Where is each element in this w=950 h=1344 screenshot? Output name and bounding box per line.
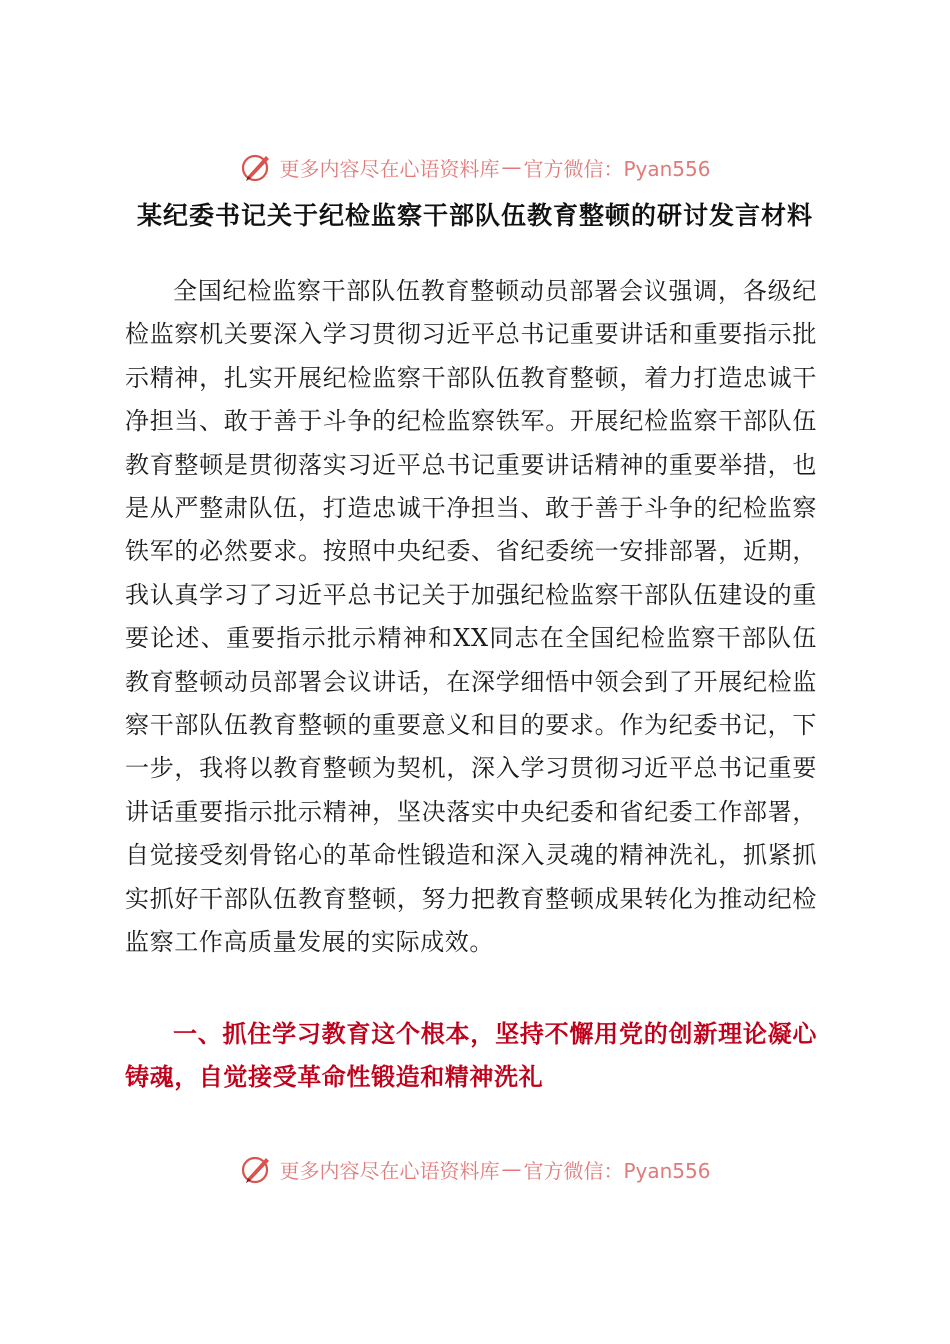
pen-logo-icon (239, 1152, 273, 1186)
watermark-text-a: 更多内容尽在心语资料库 (279, 156, 500, 181)
watermark-top (0, 150, 950, 184)
watermark-text-b: 官方微信：Pyan556 (523, 1158, 711, 1183)
watermark-text-b: 官方微信：Pyan556 (523, 156, 711, 181)
watermark-dash: — (501, 1157, 522, 1181)
watermark-dash: — (501, 155, 522, 179)
watermark-bottom (0, 1152, 950, 1186)
body-paragraph: 全国纪检监察干部队伍教育整顿动员部署会议强调，各级纪检监察机关要深入学习贯彻习近平总书记重要讲话和重要指示批示精神，扎实开展纪检监察干部队伍教育整顿，着力打造忠诚干净担当、敢于善于斗争的纪检监察铁军。开展纪检监察干部队伍教育整顿是贯彻落实习近平总书记重要讲话精神的重要举措，也是从严整肃队伍，打造忠诚干净担当、敢于善于斗争的纪检监察铁军的必然要求。按照中央纪委、省纪委统一安排部署，近期，我认真学习了习近平总书记关于加强纪检监察干部队伍建设的重要论述、重要指示批示精神和XX同志在全国纪检监察干部队伍教育整顿动员部署会议讲话，在深学细悟中领会到了开展纪检监察干部队伍教育整顿的重要意义和目的要求。作为纪委书记，下一步，我将以教育整顿为契机，深入学习贯彻习近平总书记重要讲话重要指示批示精神，坚决落实中央纪委和省纪委工作部署，自觉接受刻骨铭心的革命性锻造和深入灵魂的精神洗礼，抓紧抓实抓好干部队伍教育整顿，努力把教育整顿成果转化为推动纪检监察工作高质量发展的实际成效。 (125, 277, 817, 957)
watermark-text-a: 更多内容尽在心语资料库 (279, 1158, 500, 1183)
section-heading: 一、抓住学习教育这个根本，坚持不懈用党的创新理论凝心铸魂，自觉接受革命性锻造和精神洗礼 (125, 1019, 817, 1092)
pen-logo-icon (239, 150, 273, 184)
document-title: 某纪委书记关于纪检监察干部队伍教育整顿的研讨发言材料 (136, 201, 813, 230)
